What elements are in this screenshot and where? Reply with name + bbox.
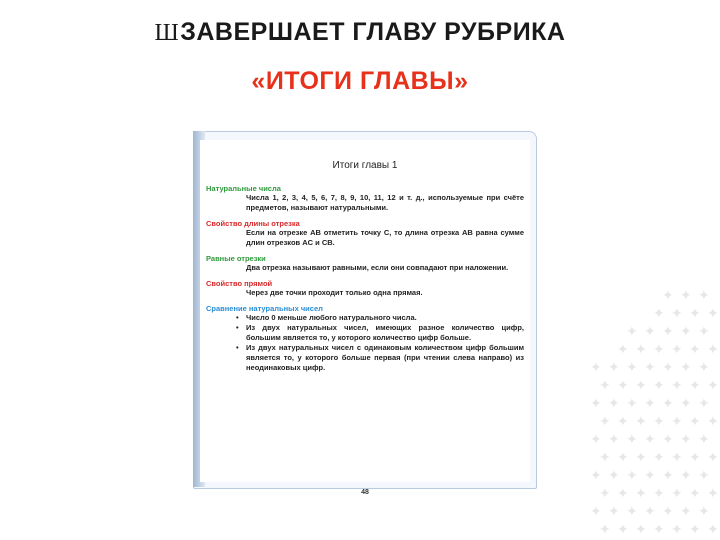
decor-star-icon: ✦ xyxy=(617,485,629,501)
decor-star-icon: ✦ xyxy=(689,413,701,429)
decor-star-icon: ✦ xyxy=(698,287,710,303)
decor-star-icon: ✦ xyxy=(608,503,620,519)
decor-star-icon: ✦ xyxy=(599,449,611,465)
decor-star-icon: ✦ xyxy=(608,431,620,447)
decor-star-icon: ✦ xyxy=(680,395,692,411)
bullet-item xyxy=(236,323,524,343)
decor-star-icon: ✦ xyxy=(689,305,701,321)
decor-star-icon: ✦ xyxy=(671,341,683,357)
bullet-text: Из двух натуральных чисел, имеющих разное количество цифр, большим является то, у которого количество цифр больше. xyxy=(246,323,524,342)
decor-star-icon: ✦ xyxy=(635,521,647,537)
decor-star-icon: ✦ xyxy=(599,377,611,393)
decor-star-icon: ✦ xyxy=(698,395,710,411)
decor-star-icon: ✦ xyxy=(671,377,683,393)
decor-star-icon: ✦ xyxy=(635,341,647,357)
decor-star-icon: ✦ xyxy=(626,323,638,339)
section-line-property xyxy=(206,279,524,298)
section-body: Числа 1, 2, 3, 4, 5, 6, 7, 8, 9, 10, 11, 12 и т. д., используемые при счёте предметов, называют натуральными. xyxy=(246,193,524,212)
decor-star-icon: ✦ xyxy=(653,305,665,321)
decor-star-icon: ✦ xyxy=(590,467,602,483)
section-segment-length xyxy=(206,219,524,248)
section-heading: Сравнение натуральных чисел xyxy=(206,304,323,313)
decor-star-icon: ✦ xyxy=(698,467,710,483)
slide-title-line-2: «ИТОГИ ГЛАВЫ» xyxy=(251,67,469,95)
section-heading: Свойство прямой xyxy=(206,279,273,288)
decor-star-icon: ✦ xyxy=(680,467,692,483)
decor-star-icon: ✦ xyxy=(635,377,647,393)
decor-star-icon: ✦ xyxy=(608,395,620,411)
section-comparing-numbers xyxy=(206,304,524,373)
book-page xyxy=(200,140,530,496)
decor-star-icon: ✦ xyxy=(671,521,683,537)
decor-star-icon: ✦ xyxy=(644,395,656,411)
decor-star-icon: ✦ xyxy=(608,359,620,375)
decor-star-icon: ✦ xyxy=(698,503,710,519)
decor-star-icon: ✦ xyxy=(599,413,611,429)
decor-star-icon: ✦ xyxy=(617,449,629,465)
bullet-dot-icon: • xyxy=(236,313,239,322)
decor-star-icon: ✦ xyxy=(707,485,719,501)
decor-star-icon: ✦ xyxy=(653,377,665,393)
bullet-dot-icon: • xyxy=(236,343,239,352)
decor-star-icon: ✦ xyxy=(707,377,719,393)
decor-star-icon: ✦ xyxy=(707,521,719,537)
decor-star-icon: ✦ xyxy=(662,431,674,447)
decor-star-icon: ✦ xyxy=(689,521,701,537)
decor-star-icon: ✦ xyxy=(617,413,629,429)
decor-star-icon: ✦ xyxy=(698,359,710,375)
decor-star-icon: ✦ xyxy=(644,323,656,339)
decor-star-icon: ✦ xyxy=(689,377,701,393)
page-title: Итоги главы 1 xyxy=(332,160,398,171)
decor-star-icon: ✦ xyxy=(626,431,638,447)
decor-star-icon: ✦ xyxy=(599,485,611,501)
decor-star-icon: ✦ xyxy=(680,323,692,339)
decor-star-icon: ✦ xyxy=(662,503,674,519)
section-natural-numbers xyxy=(206,184,524,213)
section-equal-segments xyxy=(206,254,524,273)
decor-star-icon: ✦ xyxy=(689,485,701,501)
decor-star-icon: ✦ xyxy=(590,395,602,411)
decor-star-icon: ✦ xyxy=(626,395,638,411)
summary-sections xyxy=(206,184,524,379)
bullet-item xyxy=(236,343,524,373)
decor-star-icon: ✦ xyxy=(653,413,665,429)
decor-star-icon: ✦ xyxy=(680,359,692,375)
decor-star-icon: ✦ xyxy=(590,359,602,375)
decor-star-icon: ✦ xyxy=(644,431,656,447)
decor-star-icon: ✦ xyxy=(635,485,647,501)
decor-star-icon: ✦ xyxy=(689,449,701,465)
title-line-1-text: ЗАВЕРШАЕТ ГЛАВУ РУБРИКА xyxy=(180,18,566,46)
decor-star-icon: ✦ xyxy=(635,413,647,429)
page-number: 48 xyxy=(361,489,369,496)
decor-star-icon: ✦ xyxy=(662,359,674,375)
decor-star-icon: ✦ xyxy=(590,503,602,519)
decor-star-icon: ✦ xyxy=(644,467,656,483)
bullet-dot-icon: • xyxy=(236,323,239,332)
slide-title-line-1 xyxy=(0,18,720,47)
section-heading: Равные отрезки xyxy=(206,254,266,263)
decor-star-icon: ✦ xyxy=(653,449,665,465)
bullet-text: Число 0 меньше любого натурального числа. xyxy=(246,313,417,322)
decor-star-icon: ✦ xyxy=(698,323,710,339)
decor-star-icon: ✦ xyxy=(617,341,629,357)
decor-star-icon: ✦ xyxy=(662,395,674,411)
decor-star-icon: ✦ xyxy=(590,431,602,447)
section-heading: Свойство длины отрезка xyxy=(206,219,300,228)
decor-star-icon: ✦ xyxy=(707,305,719,321)
decor-star-icon: ✦ xyxy=(653,521,665,537)
bullet-text: Из двух натуральных чисел с одинаковым количеством цифр большим является то, у которого больше первая (при чтении слева направо) из неодинаковых цифр. xyxy=(246,343,524,372)
section-body: Если на отрезке AB отметить точку C, то длина отрезка AB равна сумме длин отрезков AC и CB. xyxy=(246,228,524,247)
decor-star-icon: ✦ xyxy=(680,503,692,519)
decor-star-icon: ✦ xyxy=(680,287,692,303)
section-body: Два отрезка называют равными, если они совпадают при наложении. xyxy=(246,263,509,272)
title-prefix-glyph: Ш xyxy=(154,20,180,46)
decor-star-icon: ✦ xyxy=(644,359,656,375)
decor-star-icon: ✦ xyxy=(662,323,674,339)
decor-star-icon: ✦ xyxy=(599,521,611,537)
decor-star-icon: ✦ xyxy=(698,431,710,447)
decor-star-icon: ✦ xyxy=(653,485,665,501)
decor-star-icon: ✦ xyxy=(671,485,683,501)
decor-star-icon: ✦ xyxy=(689,341,701,357)
decor-star-icon: ✦ xyxy=(707,449,719,465)
decor-star-icon: ✦ xyxy=(662,467,674,483)
decor-star-icon: ✦ xyxy=(707,341,719,357)
decor-star-icon: ✦ xyxy=(644,503,656,519)
decor-star-icon: ✦ xyxy=(707,413,719,429)
decor-star-icon: ✦ xyxy=(671,449,683,465)
decor-star-icon: ✦ xyxy=(671,413,683,429)
decor-star-icon: ✦ xyxy=(608,467,620,483)
decor-star-icon: ✦ xyxy=(653,341,665,357)
bullet-list xyxy=(206,313,524,373)
decor-star-icon: ✦ xyxy=(662,287,674,303)
decor-star-icon: ✦ xyxy=(626,467,638,483)
decor-star-icon: ✦ xyxy=(680,431,692,447)
decor-star-icon: ✦ xyxy=(617,377,629,393)
decor-star-icon: ✦ xyxy=(626,503,638,519)
section-body: Через две точки проходит только одна прямая. xyxy=(246,288,423,297)
decor-star-icon: ✦ xyxy=(617,521,629,537)
decor-star-icon: ✦ xyxy=(635,449,647,465)
section-heading: Натуральные числа xyxy=(206,184,281,193)
decor-star-icon: ✦ xyxy=(626,359,638,375)
bullet-item xyxy=(236,313,524,323)
decor-star-icon: ✦ xyxy=(671,305,683,321)
